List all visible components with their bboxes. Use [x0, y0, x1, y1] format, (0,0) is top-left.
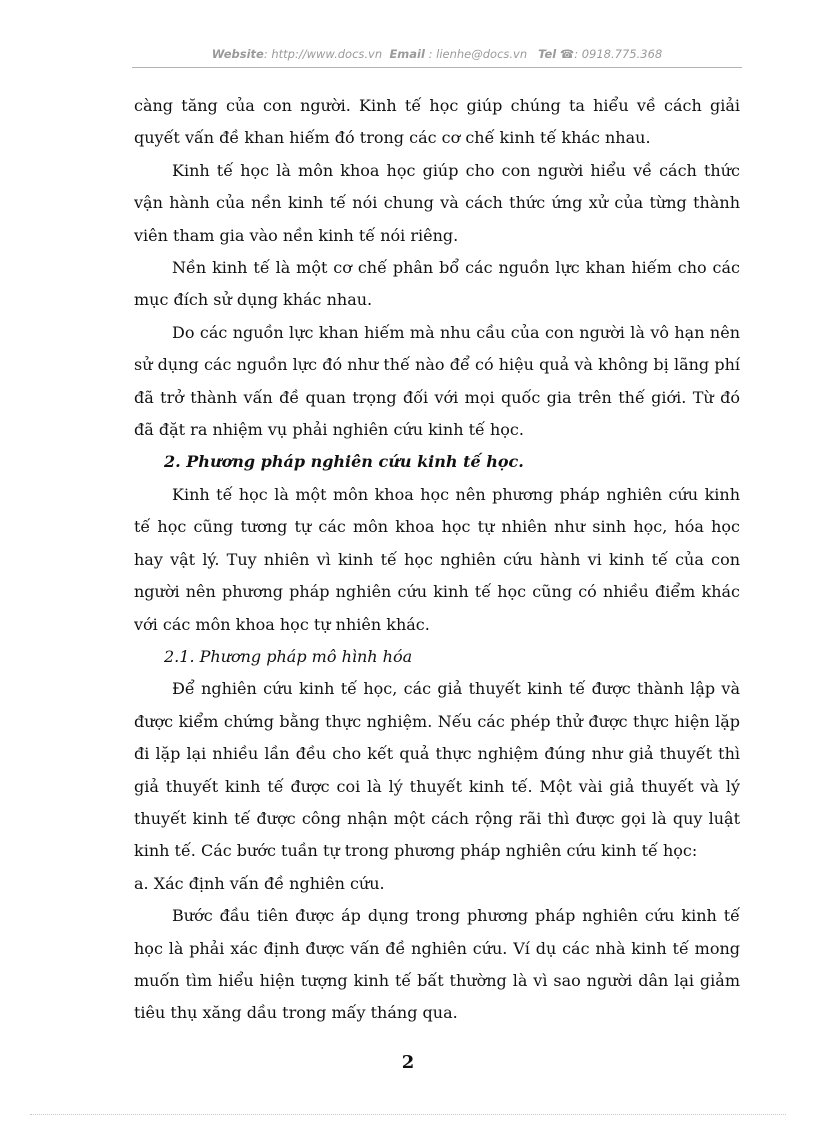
section-heading-2: 2. Phương pháp nghiên cứu kinh tế học.: [164, 452, 524, 472]
page-number: 2: [401, 1052, 415, 1073]
website-label: Website: [211, 47, 264, 61]
paragraph-1: càng tăng của con người. Kinh tế học giúp chúng ta hiểu về cách giải quyết vấn đề khan hiếm đó trong các cơ chế kinh tế khác nhau.: [134, 96, 740, 148]
paragraph-3: Nền kinh tế là một cơ chế phân bổ các nguồn lực khan hiếm cho các mục đích sử dụng khác nhau.: [134, 258, 740, 310]
paragraph-4: Do các nguồn lực khan hiếm mà nhu cầu của con người là vô hạn nên sử dụng các nguồn lực đó như thế nào để có hiệu quả và không bị lãng phí đã trở thành vấn đề quan trọng đối với mọi quốc gia trên thế giới. Từ đó đã đặt ra nhiệm vụ phải nghiên cứu kinh tế học.: [134, 322, 740, 440]
section-heading-2-1: 2.1. Phương pháp mô hình hóa: [164, 646, 413, 666]
subheading-a: a. Xác định vấn đề nghiên cứu.: [134, 873, 385, 893]
tel-value: : 0918.775.368: [574, 47, 663, 61]
body-text: [134, 90, 740, 1030]
email-label: Email: [389, 47, 425, 61]
paragraph-2: Kinh tế học là môn khoa học giúp cho con người hiểu về cách thức vận hành của nền kinh tế nói chung và cách thức ứng xử của từng thành viên tham gia vào nền kinh tế nói riêng.: [134, 160, 740, 245]
footer-divider: [30, 1114, 786, 1115]
tel-label: Tel: [538, 47, 557, 61]
paragraph-5: Kinh tế học là một môn khoa học nên phương pháp nghiên cứu kinh tế học cũng tương tự các môn khoa học tự nhiên như sinh học, hóa học hay vật lý. Tuy nhiên vì kinh tế học nghiên cứu hành vi kinh tế của con người nên phương pháp nghiên cứu kinh tế học cũng có nhiều điểm khác với các môn khoa học tự nhiên khác.: [134, 484, 740, 634]
phone-icon: ☎: [559, 47, 575, 61]
paragraph-7: Bước đầu tiên được áp dụng trong phương pháp nghiên cứu kinh tế học là phải xác định được vấn đề nghiên cứu. Ví dụ các nhà kinh tế mong muốn tìm hiểu hiện tượng kinh tế bất thường là vì sao người dân lại giảm tiêu thụ xăng dầu trong mấy tháng qua.: [134, 906, 740, 1023]
website-value[interactable]: : http://www.docs.vn: [263, 47, 383, 61]
header-divider: [132, 67, 742, 68]
email-value[interactable]: : lienhe@docs.vn: [424, 47, 528, 61]
page-header: [132, 47, 742, 61]
paragraph-6: Để nghiên cứu kinh tế học, các giả thuyết kinh tế được thành lập và được kiểm chứng bằng thực nghiệm. Nếu các phép thử được thực hiện lặp đi lặp lại nhiều lần đều cho kết quả thực nghiệm đúng như giả thuyết thì giả thuyết kinh tế được coi là lý thuyết kinh tế. Một vài giả thuyết và lý thuyết kinh tế được công nhận một cách rộng rãi thì được gọi là quy luật kinh tế. Các bước tuần tự trong phương pháp nghiên cứu kinh tế học:: [134, 679, 740, 861]
